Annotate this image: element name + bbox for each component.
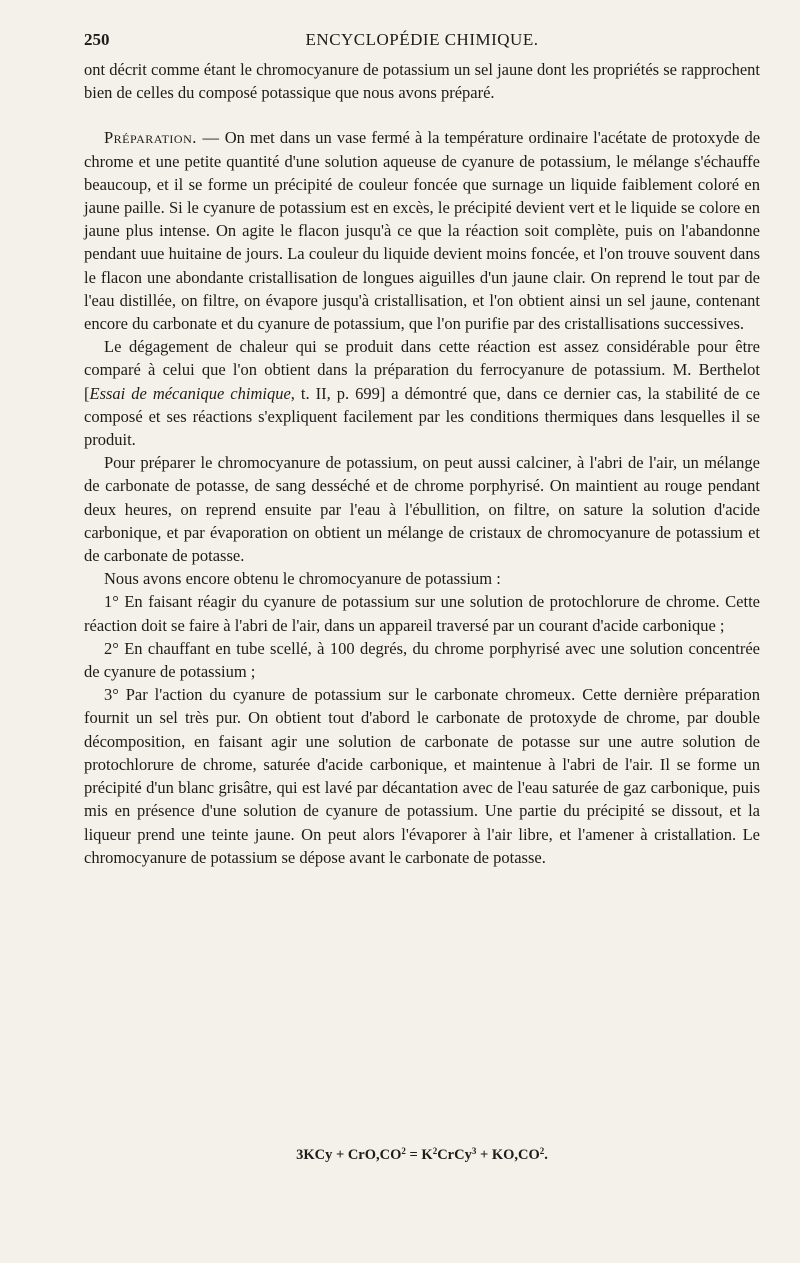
paragraph-method-1: 1° En faisant réagir du cyanure de potassium sur une solution de protochlorure de chrome. Cette réaction doit se faire à l'abri de l'air, dans un appareil traversé par un courant d'acide carbonique ; bbox=[84, 592, 760, 635]
paragraph-heat-release bbox=[84, 335, 760, 451]
paragraph-method-2: 2° En chauffant en tube scellé, à 100 degrés, du chrome porphyrisé avec une solution concentrée de cyanure de potassium ; bbox=[84, 638, 760, 682]
chemical-equation bbox=[84, 1146, 760, 1164]
formula-part: CrCy bbox=[437, 1147, 472, 1163]
paragraph-intro: ont décrit comme étant le chromocyanure de potassium un sel jaune dont les propriétés se rapprochent bien de celles du composé potassique que nous avons préparé. bbox=[84, 60, 760, 103]
formula-part: . bbox=[544, 1147, 548, 1163]
heat-release-text: Le dégagement de chaleur qui se produit dans cette réaction est assez considérable pour être comparé à celui que l'on obtient dans la préparation du ferrocyanure de potassium. M. Berthelot [ bbox=[84, 337, 760, 403]
paragraph-also-obtained: Nous avons encore obtenu le chromocyanure de potassium : bbox=[104, 569, 501, 589]
formula-subscript: 3 bbox=[471, 1146, 477, 1156]
formula-part: + KO,CO bbox=[476, 1147, 540, 1163]
berthelot-continuation: , t. II, p. 699] a démontré que, dans ce dernier cas, la stabilité de ce composé et ses réactions s'expliquent facilement par les conditions thermiques dans lesquelles il se produit. bbox=[84, 383, 760, 450]
formula-subscript: 2 bbox=[539, 1146, 545, 1156]
paragraph-calcination: Pour préparer le chromocyanure de potassium, on peut aussi calciner, à l'abri de l'air, un mélange de carbonate de potasse, de sang desséché et de chrome porphyrisé. On maintient au rouge pendant deux heures, on reprend ensuite par l'eau à l'ébullition, on filtre, on sature la solution d'acide carbonique, et par évaporation on obtient un mélange de cristaux de chromocyanure de potassium et de carbonate de potasse. bbox=[84, 453, 760, 566]
page-header bbox=[84, 30, 760, 54]
berthelot-citation: Essai de mécanique chimique bbox=[89, 383, 291, 403]
preparation-text: On met dans un vase fermé à la température ordinaire l'acétate de protoxyde de chrome et une petite quantité d'une solution aqueuse de cyanure de potassium, le mélange s'échauffe beaucoup, et il se forme un précipité de couleur foncée que surnage un liquide faiblement coloré en jaune paille. Si le cyanure de potassium est en excès, le précipité devient vert et le liquide se colore en jaune plus intense. On agite le flacon jusqu'à ce que la réaction soit complète, puis on l'abandonne pendant uue huitaine de jours. La couleur du liquide devient moins foncée, et l'on trouve souvent dans le flacon une abondante cristallisation de longues aiguilles d'un jaune clair. On reprend le tout par de l'eau distillée, on filtre, on évapore jusqu'à cristallisation, et l'on obtient ainsi un sel jaune, contenant encore du carbonate et du cyanure de potassium, que l'on purifie par des cristallisations successives. bbox=[84, 128, 761, 334]
formula-part: = K bbox=[405, 1147, 433, 1163]
paragraph-preparation bbox=[84, 126, 760, 335]
running-title: ENCYCLOPÉDIE CHIMIQUE. bbox=[305, 30, 539, 49]
page-number: 250 bbox=[84, 30, 110, 49]
body-text bbox=[84, 58, 760, 869]
paragraph-method-3: 3° Par l'action du cyanure de potassium sur le carbonate chromeux. Cette dernière préparation fournit un sel très pur. On obtient tout d'abord le carbonate de protoxyde de chrome, par double décomposition, en faisant agir une solution de carbonate de potasse sur une autre solution de protochlorure de chrome, saturée d'acide carbonique, et maintenue à l'abri de l'air. Il se forme un précipité d'un blanc grisâtre, qui est lavé par décantation avec de l'eau saturée de gaz carbonique, puis mis en présence d'une solution de cyanure de potassium. Une partie du précipité se dissout, et la liqueur prend une teinte jaune. On peut alors l'évaporer à l'air libre, et l'amener à cristallation. Le chromocyanure de potassium se dépose avant le carbonate de potasse. bbox=[84, 685, 760, 867]
formula-subscript: 2 bbox=[432, 1146, 438, 1156]
formula-subscript: 2 bbox=[401, 1146, 406, 1156]
preparation-label: Préparation. — bbox=[104, 128, 220, 148]
formula-part: 3KCy + CrO,CO bbox=[296, 1147, 402, 1163]
